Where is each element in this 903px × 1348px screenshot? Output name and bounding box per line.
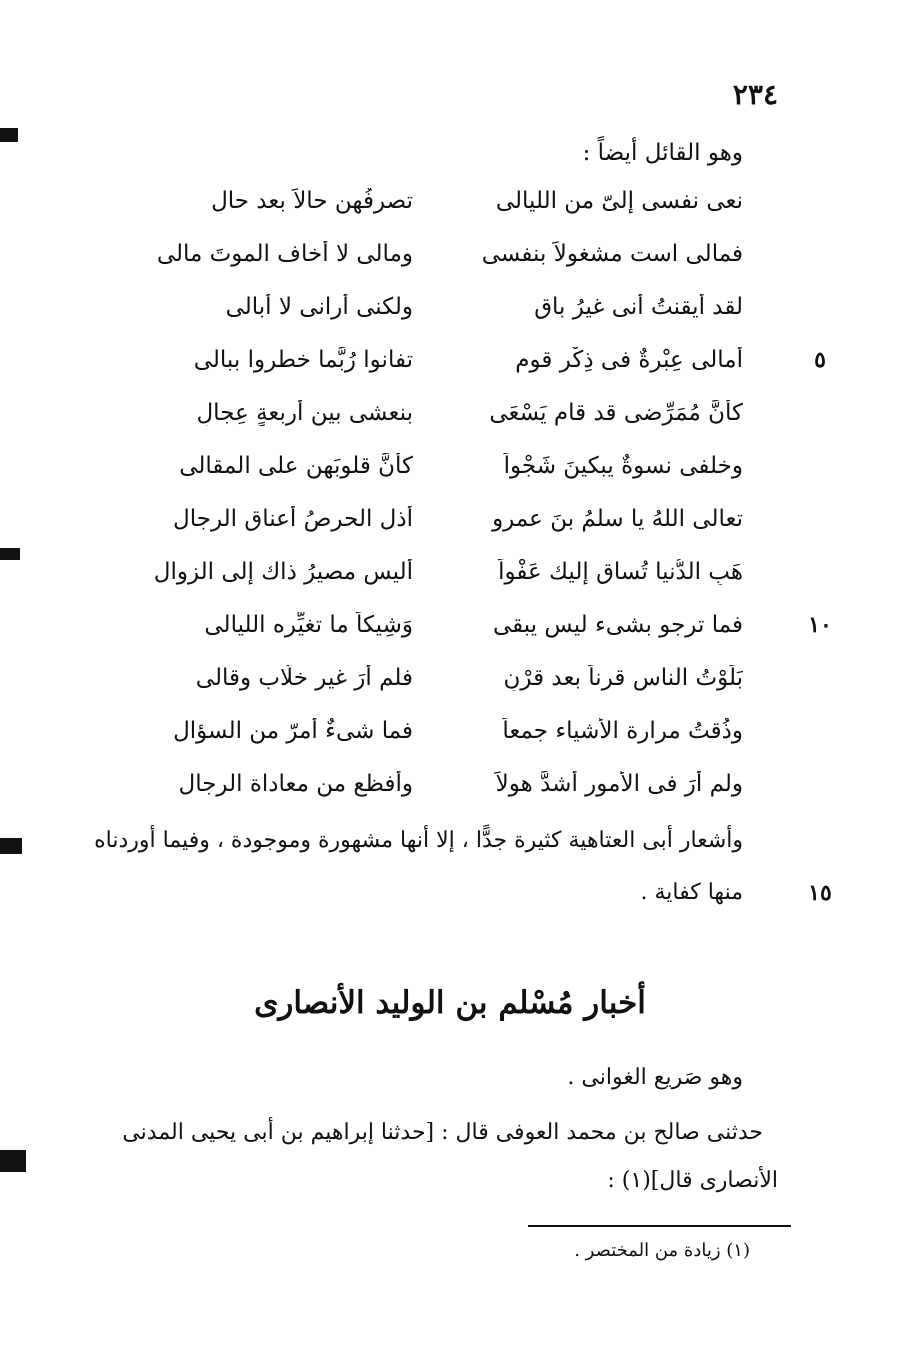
verse-first-hemistich: تعالى اللهُ يا سلمُ بنَ عمرو [492, 506, 743, 532]
verse-second-hemistich: وأفظع من معاداة الرجال [178, 771, 413, 797]
verse-second-hemistich: أذل الحرصُ أعناق الرجال [173, 506, 413, 532]
verse [0, 506, 903, 556]
verse-second-hemistich: فما شىءٌ أمرّ من السؤال [173, 718, 413, 744]
verse-second-hemistich: ومالى لا أخاف الموتَ مالى [156, 241, 413, 267]
page-number: ٢٣٤ [732, 78, 778, 111]
margin-ink-mark [0, 838, 22, 854]
verse-first-hemistich: وذُقتُ مرارة الأشياء جمعاً [502, 718, 743, 744]
footnote-divider [528, 1225, 791, 1227]
isnad-line: الأنصارى قال](١) : [607, 1168, 778, 1193]
verse-first-hemistich: فما ترجو بشىء ليس يبقى [492, 612, 743, 638]
closing-paragraph-line: منها كفاية . [640, 880, 743, 905]
verse [0, 188, 903, 238]
verse-first-hemistich: أمالى عِبْرةٌ فى ذِكْرِ قومٍ [515, 347, 743, 373]
verse [0, 241, 903, 291]
verse [0, 453, 903, 503]
verse-first-hemistich: فمالى است مشغولاً بنفسى [481, 241, 743, 267]
verse-second-hemistich: تفانوا رُبَّما خطروا ببالى [193, 347, 413, 373]
verse [0, 294, 903, 344]
margin-ink-mark [0, 128, 18, 142]
verse-first-hemistich: ولم أرَ فى الأمور أشدَّ هولاً [495, 771, 743, 797]
line-number: ٥ [814, 347, 826, 373]
verse-second-hemistich: بنعشى بين أربعةٍ عِجالِ [196, 400, 413, 426]
verse [0, 718, 903, 768]
isnad-line: حدثنى صالح بن محمد العوفى قال : [حدثنا إبراهيم بن أبى يحيى المدنى [122, 1120, 763, 1145]
closing-paragraph-line: وأشعار أبى العتاهية كثيرة جدًّا ، إلا أنها مشهورة وموجودة ، وفيما أوردناه [94, 828, 743, 853]
verse-second-hemistich: ولكنى أرانى لا أبالى [225, 294, 413, 320]
verse [0, 612, 903, 662]
verse-second-hemistich: فلم أرَ غير خلّاب وقالى [195, 665, 413, 691]
verse-first-hemistich: نعى نفسى إلىّ من الليالى [495, 188, 743, 214]
footnote: (١) زيادة من المختصر . [574, 1240, 750, 1261]
verse [0, 665, 903, 715]
section-heading: أخبار مُسْلم بن الوليد الأنصارى [254, 985, 646, 1021]
verse-second-hemistich: تصرفُهن حالاً بعد حالِ [211, 188, 413, 214]
line-number: ١٠ [808, 612, 832, 638]
verse-first-hemistich: بَلَوْتُ الناس قرناً بعد قرْنٍ [503, 665, 743, 691]
verse [0, 559, 903, 609]
verse-first-hemistich: لقد أيقنتُ أنى غيرُ باقِ [534, 294, 743, 320]
verse-second-hemistich: وَشِيكاً ما تغيِّره الليالى [204, 612, 413, 638]
verse [0, 771, 903, 821]
section-intro: وهو صَريع الغوانى . [567, 1065, 743, 1090]
verse [0, 400, 903, 450]
line-number: ١٥ [808, 880, 832, 906]
poem-intro: وهو القائل أيضاً : [582, 140, 743, 166]
verse-second-hemistich: أليس مصيرُ ذاك إلى الزوال [153, 559, 413, 585]
verse-second-hemistich: كأنَّ قلوبَهن على المقالى [179, 453, 413, 479]
verse-first-hemistich: وخلفى نسوةٌ يبكينَ شَجْواً [503, 453, 743, 479]
verse-first-hemistich: هَبِ الدُّنيا تُساق إليك عَفْواً [498, 559, 743, 585]
verse-first-hemistich: كأنَّ مُمَرِّضى قد قام يَسْعَى [489, 400, 743, 426]
margin-ink-mark [0, 1150, 26, 1172]
verse [0, 347, 903, 397]
